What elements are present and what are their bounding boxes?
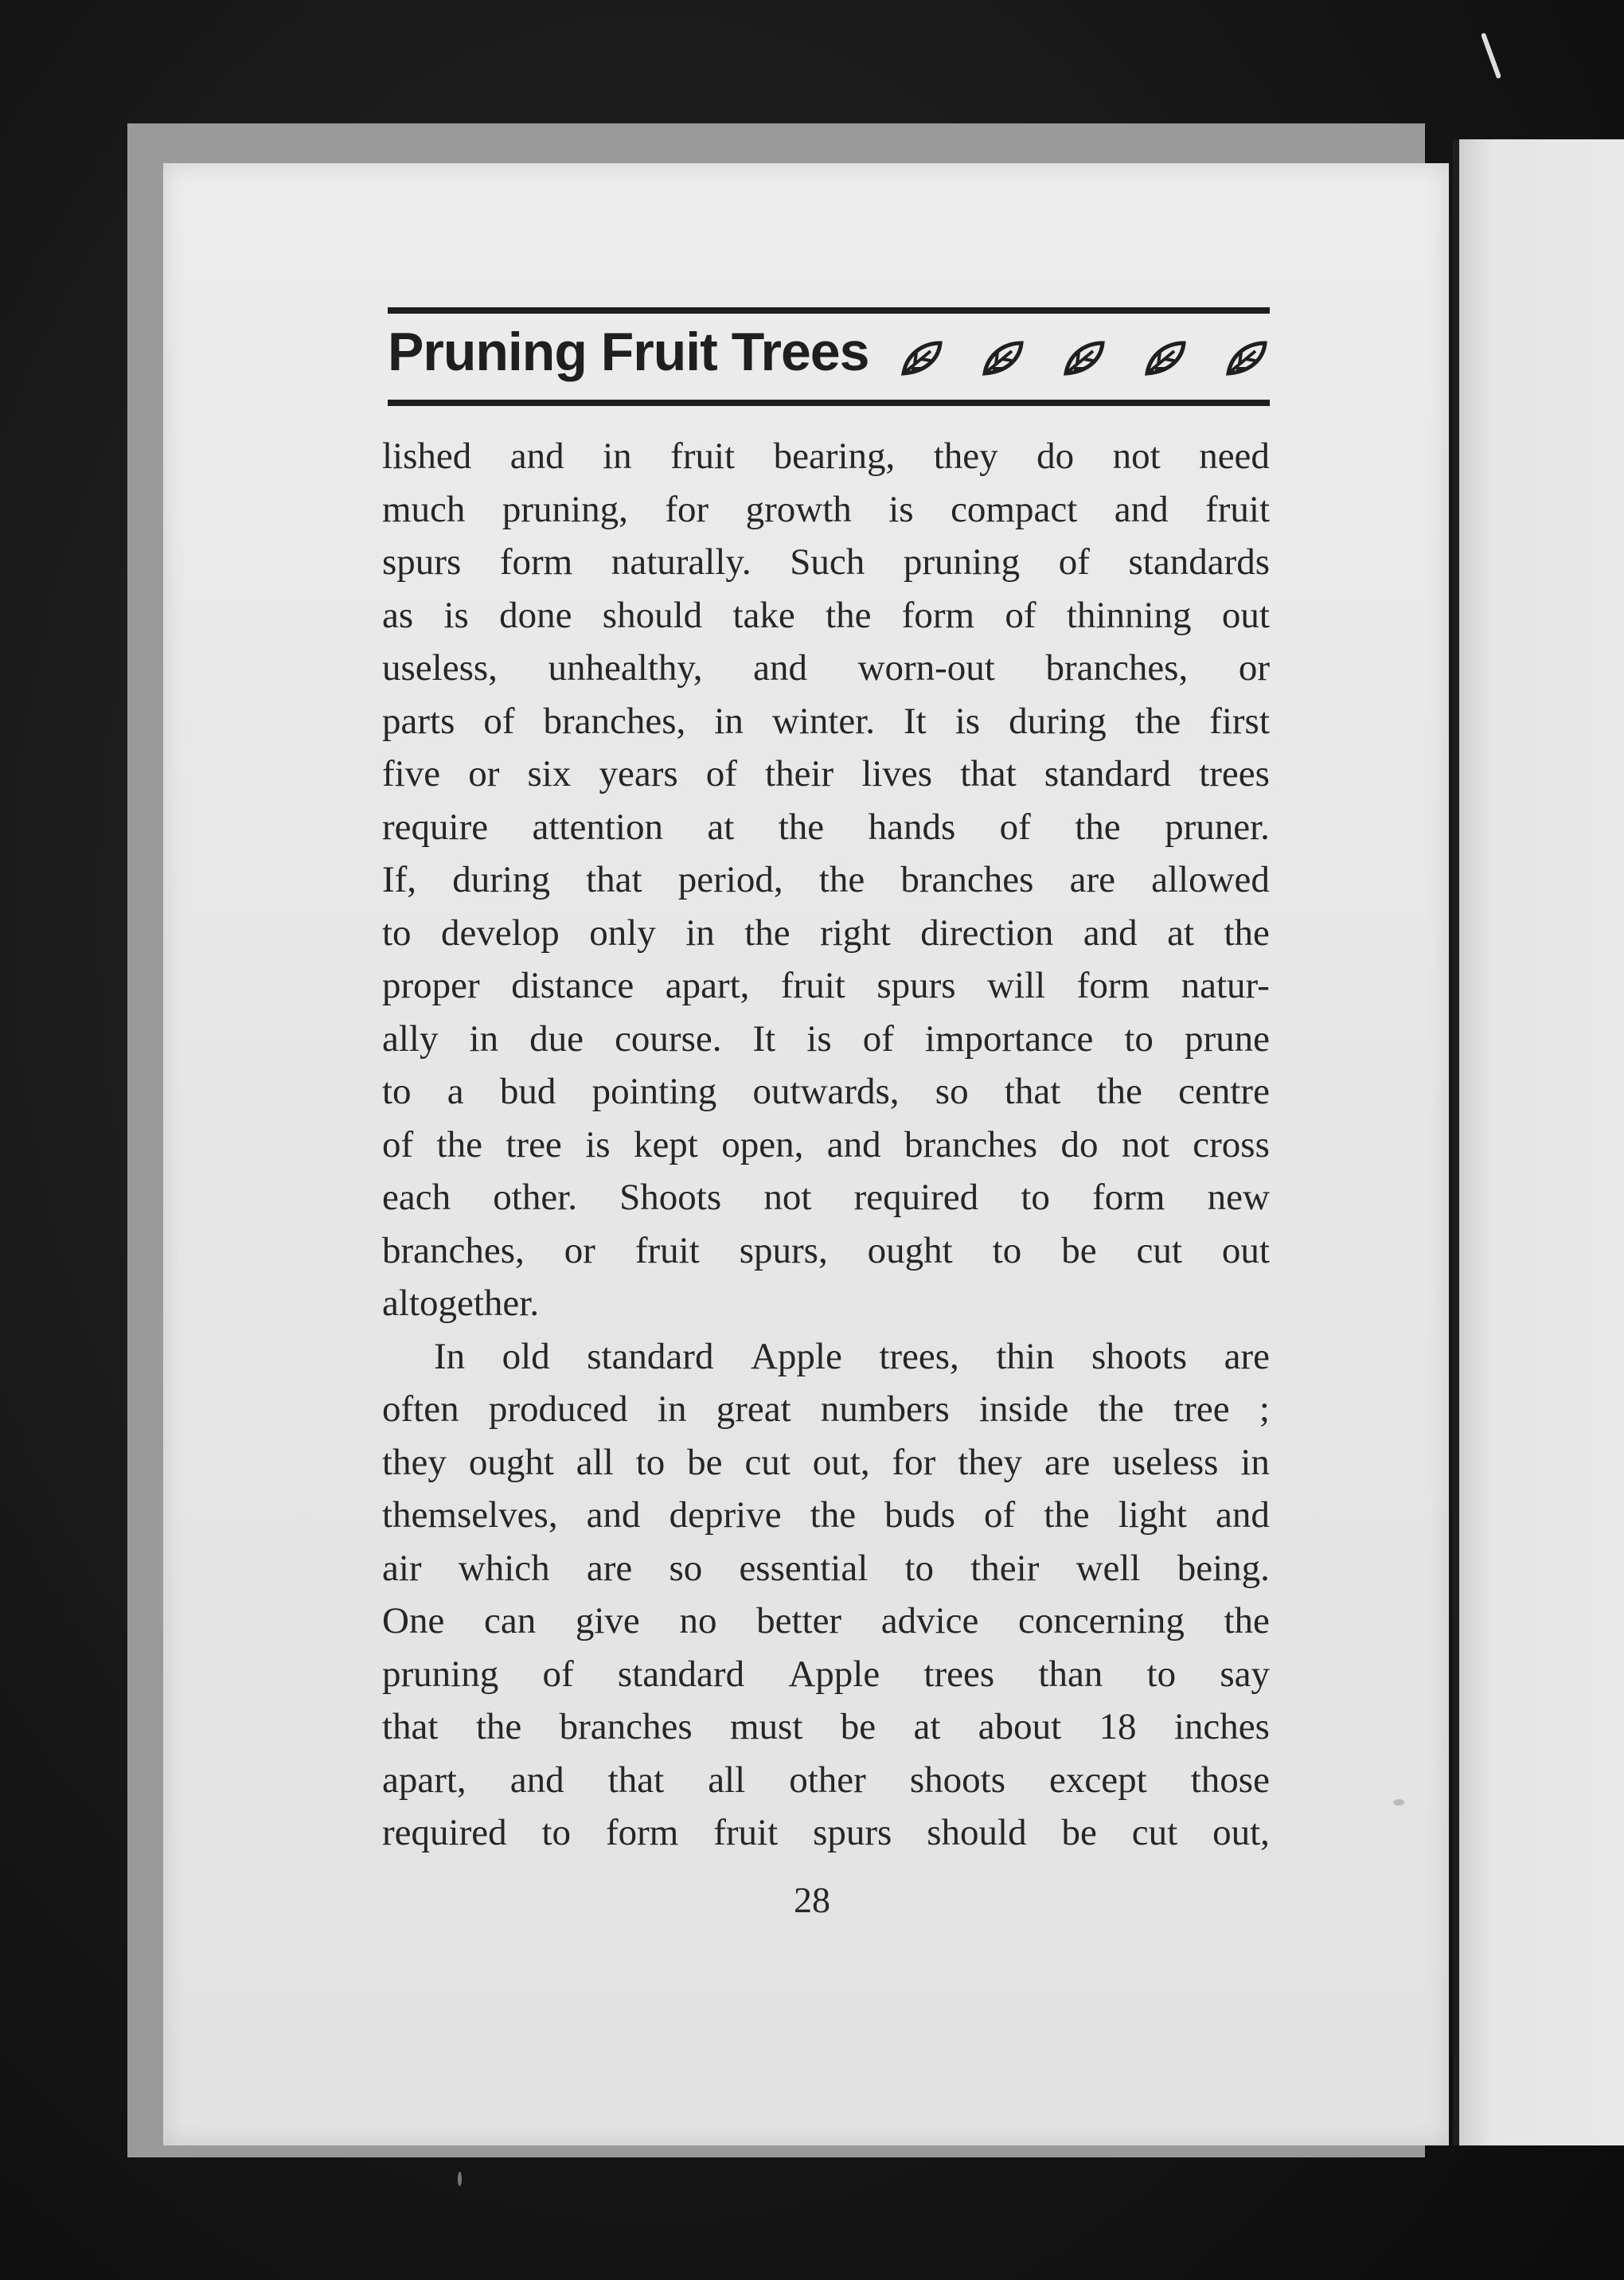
word: ;: [1259, 1388, 1270, 1430]
word: form: [605, 1812, 679, 1853]
word: not: [1112, 435, 1161, 477]
text-line: [382, 483, 1270, 537]
word: years: [599, 753, 678, 794]
word: the: [744, 912, 791, 954]
word: that: [382, 1706, 439, 1747]
word: prune: [1184, 1017, 1270, 1060]
text-line: [382, 1330, 1270, 1384]
word: in: [657, 1388, 687, 1430]
word: they: [958, 1441, 1023, 1483]
page-title: Pruning Fruit Trees: [388, 322, 869, 382]
word: so: [935, 1071, 969, 1112]
word: buds: [884, 1494, 955, 1536]
word: or: [1238, 647, 1270, 689]
word: proper: [382, 965, 480, 1006]
word: the: [1224, 1600, 1270, 1642]
text-line: [382, 536, 1270, 589]
text-line: [382, 430, 1270, 483]
word: to: [382, 912, 412, 954]
word: require: [382, 806, 489, 848]
word: to: [904, 1547, 935, 1589]
word: pruning,: [502, 488, 628, 530]
word: to: [382, 1071, 412, 1112]
word: about: [978, 1706, 1062, 1747]
word: much: [382, 488, 466, 530]
word: cut: [1136, 1229, 1182, 1271]
word: tree: [1173, 1388, 1230, 1430]
word: will: [987, 965, 1046, 1006]
word: in: [603, 435, 632, 477]
word: be: [1061, 1812, 1097, 1853]
word: their: [970, 1547, 1040, 1589]
word: the: [826, 594, 872, 636]
text-line: [382, 1436, 1270, 1489]
word: trees,: [879, 1335, 969, 1377]
scan-artifact: [458, 2172, 462, 2186]
word: lished: [382, 435, 472, 477]
word: are: [1069, 859, 1115, 900]
word: and: [509, 435, 564, 477]
word: to: [635, 1441, 666, 1483]
header-rule-top: [388, 307, 1270, 314]
word: do: [1060, 1123, 1099, 1165]
word: for: [665, 488, 709, 530]
word: better: [756, 1600, 842, 1642]
text-line: [382, 853, 1270, 907]
word: not: [763, 1177, 812, 1218]
word: trees: [923, 1653, 995, 1695]
word: concerning: [1018, 1600, 1185, 1642]
text-line: [382, 1595, 1270, 1648]
word: due: [529, 1017, 584, 1060]
word: thinning: [1066, 594, 1192, 636]
word: no: [679, 1600, 717, 1642]
text-line: [382, 1754, 1270, 1807]
leaf-icon: [1142, 338, 1189, 378]
word: is: [806, 1017, 832, 1060]
word: which: [458, 1547, 550, 1589]
word: are: [586, 1547, 633, 1589]
word: importance: [924, 1017, 1094, 1060]
word: to: [541, 1812, 572, 1853]
word: and: [826, 1123, 881, 1165]
text-line: [382, 1065, 1270, 1119]
word: hands: [868, 806, 956, 848]
word: apart,: [382, 1759, 467, 1801]
word: branches,: [382, 1229, 525, 1271]
word: need: [1199, 435, 1270, 477]
word: distance: [511, 965, 634, 1006]
word: deprive: [669, 1494, 782, 1536]
word: inches: [1173, 1706, 1270, 1747]
word: the: [810, 1494, 857, 1536]
word: for: [892, 1441, 936, 1483]
word: the: [818, 859, 865, 900]
word: each: [382, 1177, 451, 1218]
word: first: [1209, 700, 1270, 742]
word: direction: [920, 912, 1054, 954]
word: those: [1190, 1759, 1270, 1801]
word: of: [542, 1653, 574, 1695]
word: cut: [1131, 1812, 1178, 1853]
word: and: [1216, 1494, 1270, 1536]
word: fruit: [1205, 488, 1270, 530]
word: the: [1134, 700, 1181, 742]
word: new: [1207, 1177, 1270, 1218]
word: trees: [1199, 753, 1270, 794]
word: be: [687, 1441, 723, 1483]
header-rule-bottom: [388, 400, 1270, 406]
word: air: [382, 1547, 422, 1589]
word: out,: [1212, 1812, 1270, 1853]
word: It: [752, 1017, 776, 1060]
word: form: [499, 541, 573, 583]
leaf-icon: [1061, 338, 1107, 378]
word: Apple: [750, 1335, 852, 1377]
word: of: [1005, 594, 1036, 636]
word: that: [960, 753, 1017, 794]
word: their: [765, 753, 834, 794]
word: say: [1220, 1653, 1270, 1695]
word: take: [732, 594, 795, 636]
word: they: [933, 435, 998, 477]
word: should: [602, 594, 703, 636]
word: the: [1098, 1388, 1144, 1430]
word: outwards,: [752, 1071, 900, 1112]
word: pruning: [382, 1653, 499, 1695]
word: branches,: [1045, 647, 1189, 689]
text-line: [382, 642, 1270, 695]
word: are: [1044, 1441, 1091, 1483]
word: period,: [677, 859, 783, 900]
word: during: [452, 859, 550, 900]
word: inside: [979, 1388, 1069, 1430]
word: pruning: [903, 541, 1021, 583]
word: ought: [468, 1441, 554, 1483]
word: altogether.: [382, 1282, 540, 1324]
word: give: [575, 1600, 640, 1642]
word: at: [707, 806, 735, 848]
word: six: [527, 753, 572, 794]
word: pruner.: [1165, 806, 1270, 848]
word: great: [716, 1388, 791, 1430]
word: apart,: [665, 965, 750, 1006]
word: that: [586, 859, 642, 900]
word: at: [913, 1706, 941, 1747]
word: branches: [559, 1706, 693, 1747]
text-line: [382, 1700, 1270, 1754]
scan-artifact: [1393, 1799, 1404, 1806]
word: of: [382, 1123, 414, 1165]
word: of: [483, 700, 515, 742]
word: cross: [1193, 1123, 1270, 1165]
word: spurs: [382, 541, 462, 583]
text-line: [382, 801, 1270, 854]
word: fruit: [670, 435, 736, 477]
word: Such: [790, 541, 865, 583]
word: of: [984, 1494, 1016, 1536]
text-line: [382, 695, 1270, 748]
word: required: [382, 1812, 507, 1853]
word: fruit: [780, 965, 845, 1006]
word: natur-: [1181, 965, 1270, 1006]
body-text: [382, 430, 1270, 1860]
word: standard: [1044, 753, 1172, 794]
word: kept: [633, 1123, 698, 1165]
running-head: [388, 314, 1270, 398]
word: should: [927, 1812, 1027, 1853]
word: centre: [1178, 1071, 1270, 1112]
word: themselves,: [382, 1494, 558, 1536]
word: parts: [382, 700, 455, 742]
word: growth: [745, 488, 852, 530]
text-line: [382, 1806, 1270, 1860]
word: light: [1118, 1494, 1187, 1536]
word: in: [685, 912, 715, 954]
word: five: [382, 753, 441, 794]
word: It: [904, 700, 927, 742]
word: as: [382, 594, 414, 636]
word: done: [499, 594, 572, 636]
word: worn-out: [857, 647, 995, 689]
word: winter.: [771, 700, 876, 742]
word: at: [1167, 912, 1195, 954]
word: useless,: [382, 647, 498, 689]
word: useless: [1112, 1441, 1219, 1483]
word: do: [1036, 435, 1075, 477]
word: bearing,: [773, 435, 896, 477]
word: of: [1058, 541, 1090, 583]
word: all: [576, 1441, 614, 1483]
word: during: [1009, 700, 1107, 742]
word: out: [1221, 594, 1270, 636]
word: the: [436, 1123, 482, 1165]
word: the: [778, 806, 825, 848]
text-line: [382, 1648, 1270, 1701]
word: to: [1021, 1177, 1050, 1218]
word: lives: [861, 753, 933, 794]
word: to: [1124, 1017, 1154, 1060]
word: is: [888, 488, 914, 530]
word: compact: [951, 488, 1078, 530]
word: often: [382, 1388, 459, 1430]
word: course.: [615, 1017, 722, 1060]
text-line: [382, 1542, 1270, 1595]
word: the: [1044, 1494, 1090, 1536]
word: 18: [1099, 1706, 1137, 1747]
word: the: [1096, 1071, 1142, 1112]
word: that: [1004, 1071, 1061, 1112]
word: than: [1038, 1653, 1103, 1695]
word: can: [483, 1600, 537, 1642]
word: of: [705, 753, 737, 794]
word: essential: [739, 1547, 869, 1589]
word: is: [954, 700, 981, 742]
word: and: [753, 647, 807, 689]
word: ally: [382, 1017, 439, 1060]
word: standards: [1128, 541, 1270, 583]
word: must: [729, 1706, 803, 1747]
word: the: [1075, 806, 1121, 848]
word: Shoots: [619, 1177, 722, 1218]
word: old: [502, 1335, 560, 1377]
word: out: [1221, 1229, 1270, 1271]
text-line: [382, 1383, 1270, 1436]
word: or: [468, 753, 500, 794]
text-line: [382, 1013, 1270, 1066]
text-line: [382, 589, 1270, 642]
word: spurs,: [739, 1229, 828, 1271]
word: only: [589, 912, 656, 954]
word: form: [1092, 1177, 1165, 1218]
word: thin: [996, 1335, 1064, 1377]
word: pointing: [591, 1071, 717, 1112]
word: be: [840, 1706, 876, 1747]
word: out,: [812, 1441, 870, 1483]
text-line: [382, 1277, 1270, 1330]
word: be: [1061, 1229, 1097, 1271]
word: other: [789, 1759, 866, 1801]
word: standard: [617, 1653, 745, 1695]
word: develop: [441, 912, 560, 954]
text-line: [382, 907, 1270, 960]
word: in: [1240, 1441, 1270, 1483]
word: spurs: [876, 965, 956, 1006]
leaf-icon: [899, 338, 945, 378]
word: so: [669, 1547, 703, 1589]
word: shoots: [1091, 1335, 1197, 1377]
word: tree: [506, 1123, 562, 1165]
word: advice: [880, 1600, 979, 1642]
ornament-row: [899, 338, 1270, 378]
word: open,: [721, 1123, 804, 1165]
word: except: [1049, 1759, 1147, 1801]
word: and: [586, 1494, 641, 1536]
word: to: [992, 1229, 1022, 1271]
word: shoots: [909, 1759, 1005, 1801]
word: allowed: [1151, 859, 1270, 900]
word: produced: [488, 1388, 628, 1430]
word: of: [999, 806, 1031, 848]
text-line: [382, 1171, 1270, 1224]
word: and: [509, 1759, 564, 1801]
leaf-icon: [1224, 338, 1270, 378]
word: branches,: [543, 700, 686, 742]
word: ought: [867, 1229, 953, 1271]
word: a: [447, 1071, 464, 1112]
word: not: [1121, 1123, 1169, 1165]
text-line: [382, 748, 1270, 801]
word: is: [443, 594, 469, 636]
word: that: [607, 1759, 665, 1801]
word: form: [901, 594, 975, 636]
text-line: [382, 1489, 1270, 1542]
word: or: [564, 1229, 595, 1271]
word: spurs: [813, 1812, 892, 1853]
word: cut: [744, 1441, 791, 1483]
word: well: [1076, 1547, 1141, 1589]
word: are: [1224, 1335, 1270, 1377]
word: form: [1076, 965, 1150, 1006]
word: in: [469, 1017, 499, 1060]
word: numbers: [820, 1388, 950, 1430]
word: branches: [904, 1123, 1038, 1165]
word: attention: [532, 806, 663, 848]
word: is: [585, 1123, 611, 1165]
text-line: [382, 959, 1270, 1013]
word: naturally.: [611, 541, 751, 583]
leaf-icon: [980, 338, 1026, 378]
word: being.: [1177, 1547, 1270, 1589]
word: branches: [900, 859, 1034, 900]
word: they: [382, 1441, 447, 1483]
word: in: [714, 700, 744, 742]
word: fruit: [634, 1229, 700, 1271]
word: If,: [382, 859, 417, 900]
word: to: [1146, 1653, 1177, 1695]
word: fruit: [713, 1812, 779, 1853]
word: of: [862, 1017, 894, 1060]
word: bud: [499, 1071, 556, 1112]
word: other.: [493, 1177, 577, 1218]
word: the: [1224, 912, 1270, 954]
text-line: [382, 1119, 1270, 1172]
word: required: [853, 1177, 979, 1218]
word: right: [820, 912, 891, 954]
word: and: [1114, 488, 1169, 530]
word: One: [382, 1600, 445, 1642]
word: Apple: [788, 1653, 880, 1695]
word: unhealthy,: [548, 647, 703, 689]
word: In: [434, 1335, 474, 1377]
text-line: [382, 1224, 1270, 1278]
word: all: [708, 1759, 746, 1801]
word: and: [1083, 912, 1138, 954]
page-number: 28: [794, 1880, 830, 1920]
word: standard: [587, 1335, 724, 1377]
facing-page-edge: [1453, 139, 1624, 2145]
word: the: [475, 1706, 522, 1747]
